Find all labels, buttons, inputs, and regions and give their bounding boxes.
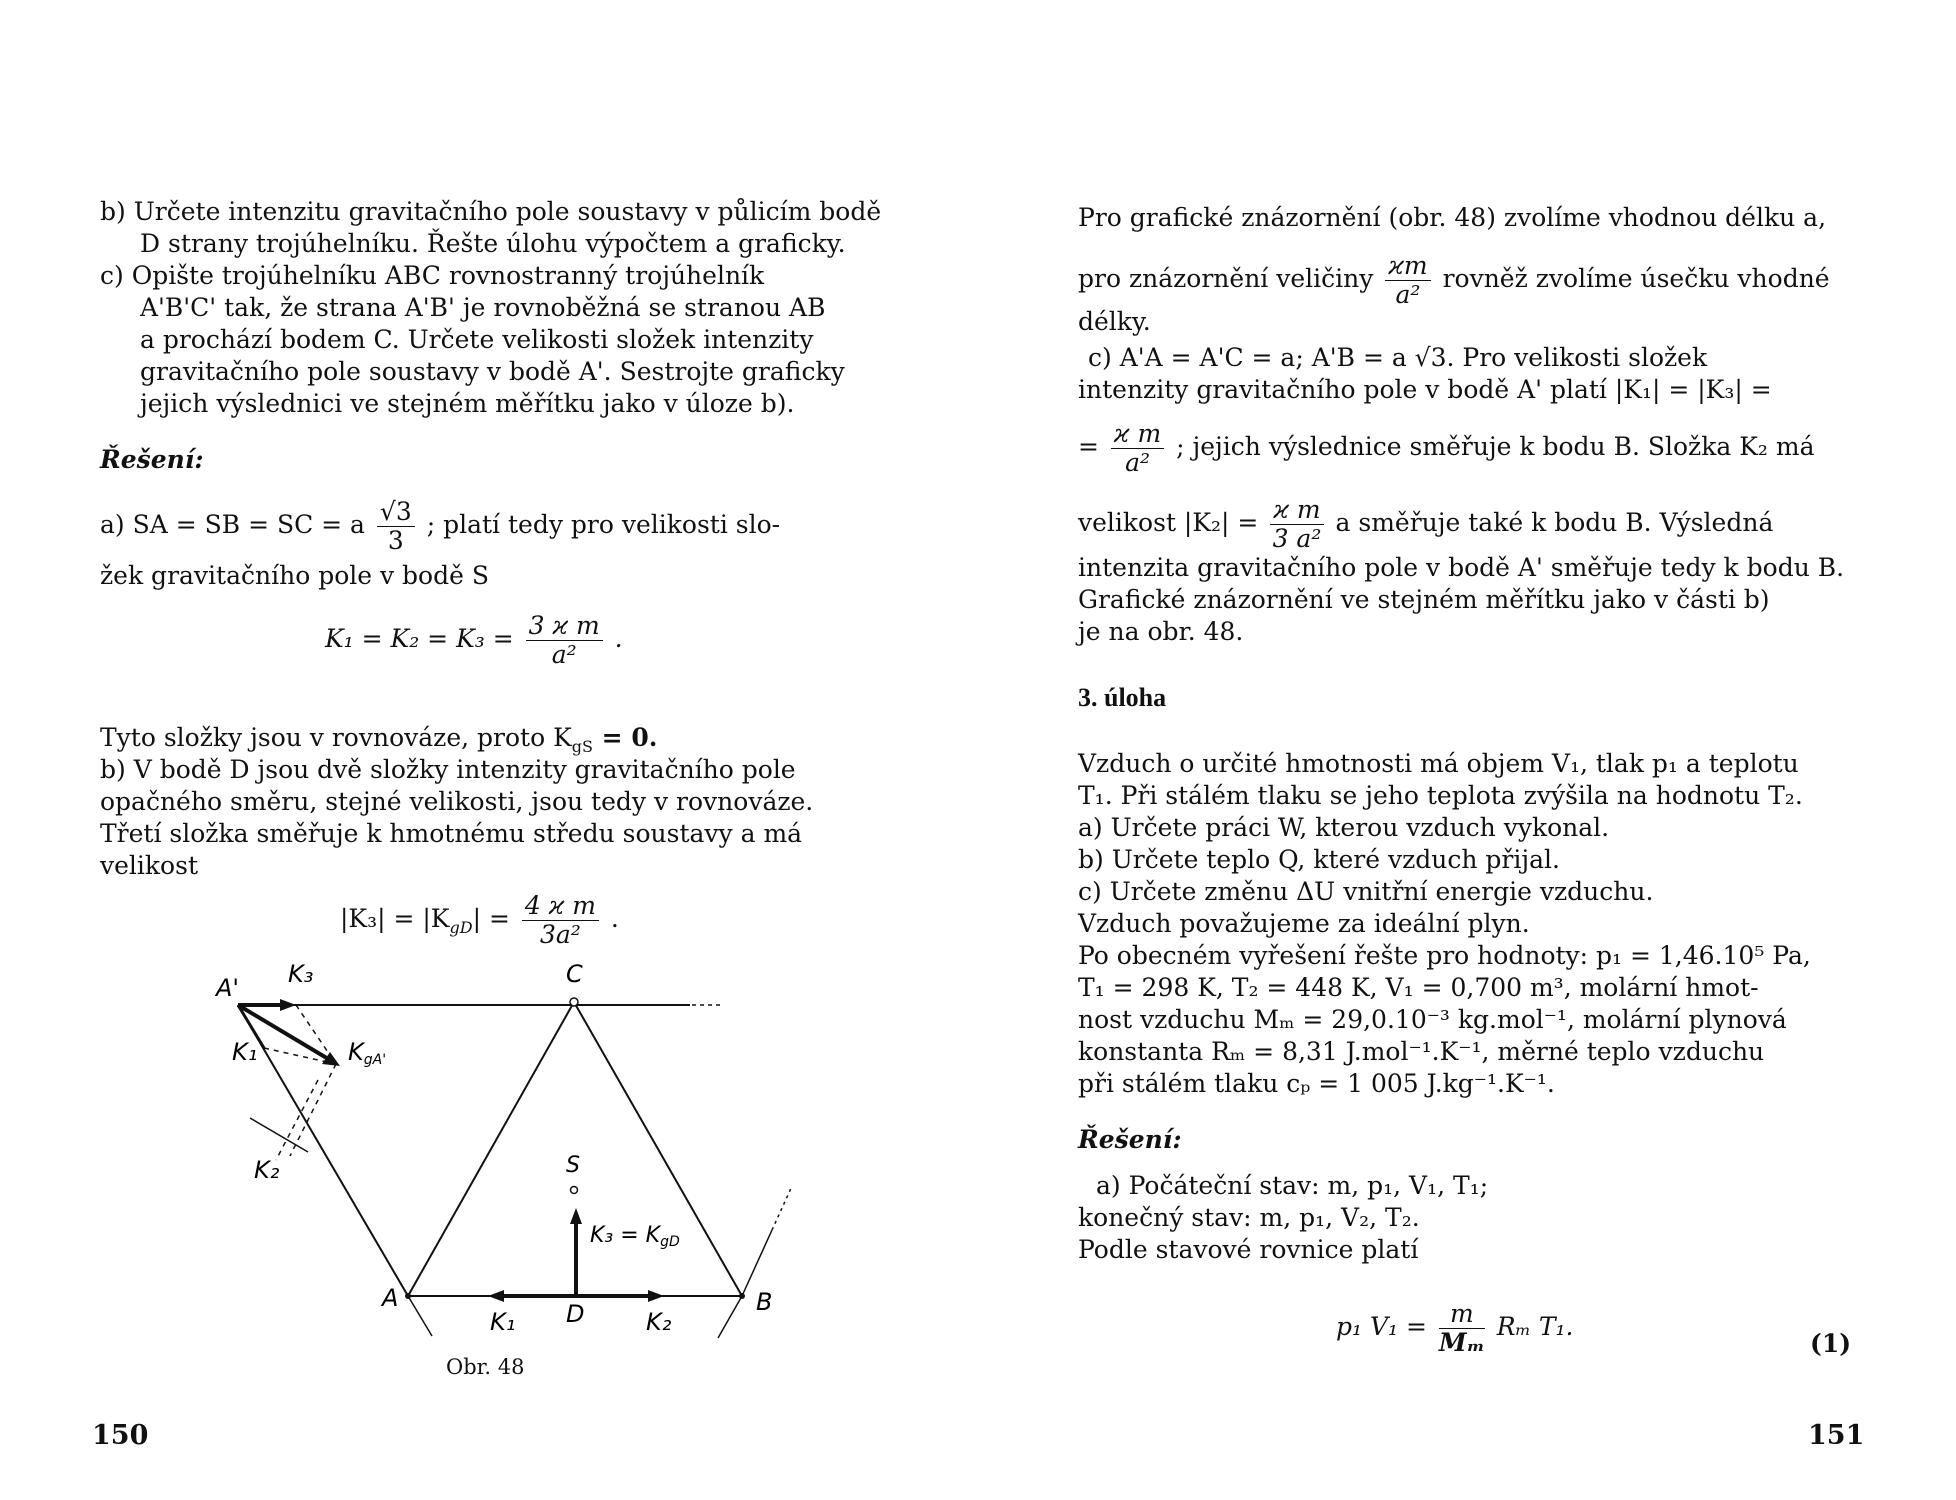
problem-c-line-5: jejich výslednici ve stejném měřítku jako v úloze b). (140, 389, 795, 418)
dash-3 (290, 1064, 336, 1156)
label-a-prime: A' (216, 974, 240, 1002)
eq2-num: 4 ϰ m (522, 892, 599, 921)
c-line4-a: velikost |K₂| = (1078, 508, 1259, 537)
label-k1-left: K₁ (232, 1038, 258, 1066)
label-k1-bottom: K₁ (490, 1308, 516, 1336)
state-eq-left: p₁ V₁ = (1336, 1312, 1427, 1341)
c-line4-fraction (1270, 496, 1323, 553)
c-rest-line-2: Grafické znázornění ve stejném měřítku jako v části b) (1078, 585, 1770, 614)
solution-b-line-2: opačného směru, stejné velikosti, jsou tedy v rovnováze. (100, 787, 814, 816)
solution-b-line-3: Třetí složka směřuje k hmotnému středu soustavy a má (100, 819, 803, 848)
task-line-4: b) Určete teplo Q, které vzduch přijal. (1078, 845, 1560, 874)
state-eq-num: m (1439, 1300, 1485, 1329)
sol-line-1: a) Počáteční stav: m, p₁, V₁, T₁; (1096, 1171, 1489, 1200)
ext-b-lower (718, 1296, 742, 1338)
c-line-3 (1078, 420, 1814, 477)
solution-label: Řešení: (100, 445, 204, 474)
arrow-k3-kgd (570, 1208, 582, 1224)
c-line4-den: 3 a² (1272, 524, 1322, 553)
side-cb (574, 1002, 742, 1296)
equation-tag: (1) (1810, 1329, 1852, 1358)
eq1-end: . (614, 624, 623, 653)
task-line-9: nost vzduchu Mₘ = 29,0.10⁻³ kg.mol⁻¹, molární plynová (1078, 1005, 1787, 1034)
sol-a-frac-den: 3 (387, 526, 404, 555)
equation-k3-kgd (340, 892, 619, 949)
label-kga-main: K (348, 1038, 364, 1066)
sol-line-2: konečný stav: m, p₁, V₂, T₂. (1078, 1203, 1420, 1232)
p1-fraction (1385, 252, 1430, 309)
eq2-fraction (522, 892, 599, 949)
c-line-4 (1078, 496, 1773, 553)
c-line4-b: a směřuje také k bodu B. Výsledná (1335, 508, 1774, 537)
dash-1 (296, 1005, 336, 1064)
problem-b-line-2: D strany trojúhelníku. Řešte úlohu výpočtem a graficky. (140, 229, 846, 258)
task-line-7: Po obecném vyřešení řešte pro hodnoty: p₁ = 1,46.10⁵ Pa, (1078, 941, 1811, 970)
ext-b-upper (742, 1230, 772, 1296)
p1-frac-den: a² (1395, 280, 1421, 309)
dash-4 (276, 1080, 318, 1160)
label-b: B (756, 1288, 773, 1316)
task-line-3: a) Určete práci W, kterou vzduch vykonal. (1078, 813, 1610, 842)
sol-a-suffix: ; platí tedy pro velikosti slo- (426, 510, 781, 539)
p1-line2-b: rovněž zvolíme úsečku vhodné (1442, 264, 1830, 293)
c-rest-line-3: je na obr. 48. (1078, 617, 1244, 646)
sol-a-fraction (377, 498, 415, 555)
eq2-mid: | = (472, 904, 510, 933)
equilibrium-sub: gS (571, 737, 593, 756)
label-k3-eq (590, 1223, 680, 1250)
eq1-left: K₁ = K₂ = K₃ = (325, 624, 514, 653)
eq1-num: 3 ϰ m (526, 612, 603, 641)
task-line-10: konstanta Rₘ = 8,31 J.mol⁻¹.K⁻¹, měrné teplo vzduchu (1078, 1037, 1765, 1066)
sol-a-prefix: a) SA = SB = SC = a (100, 510, 365, 539)
right-page (978, 0, 1956, 1500)
eq1-fraction (526, 612, 603, 669)
label-k3-top: K₃ (288, 960, 314, 988)
p1-line-3: délky. (1078, 307, 1151, 336)
label-k3-eq-sub: gD (660, 1234, 680, 1250)
page-number-left: 150 (92, 1420, 149, 1451)
solution-a-line-2: žek gravitačního pole v bodě S (100, 561, 489, 590)
right-solution-label: Řešení: (1078, 1125, 1182, 1154)
task-line-11: při stálém tlaku cₚ = 1 005 J.kg⁻¹.K⁻¹. (1078, 1069, 1555, 1098)
task-heading: 3. úloha (1078, 683, 1167, 712)
c-line3-a: = (1078, 432, 1099, 461)
label-k2-left: K₂ (254, 1156, 280, 1184)
c-line3-b: ; jejich výslednice směřuje k bodu B. Složka K₂ má (1176, 432, 1815, 461)
ext-b-dashed (772, 1186, 792, 1230)
equilibrium-end: = 0. (592, 723, 658, 752)
c-rest-line-1: intenzita gravitačního pole v bodě A' směřuje tedy k bodu B. (1078, 553, 1845, 582)
task-line-8: T₁ = 298 K, T₂ = 448 K, V₁ = 0,700 m³, molární hmot- (1078, 973, 1759, 1002)
eq2-end: . (610, 904, 619, 933)
eq1-den: a² (551, 640, 577, 669)
equilibrium-text: Tyto složky jsou v rovnováze, proto K (100, 723, 572, 752)
equation-k1-k2-k3 (325, 612, 623, 669)
point-a (405, 1293, 411, 1299)
solution-b-line-4: velikost (100, 851, 198, 880)
figure-caption: Obr. 48 (446, 1355, 525, 1379)
eq2-sub: gD (449, 918, 473, 937)
eq2-den: 3a² (539, 920, 581, 949)
problem-c-line-1: c) Opište trojúhelníku ABC rovnostranný trojúhelník (100, 261, 765, 290)
point-b (739, 1293, 745, 1299)
state-eq-fraction (1439, 1300, 1485, 1357)
p1-line-1: Pro grafické znázornění (obr. 48) zvolíme vhodnou délku a, (1078, 203, 1827, 232)
task-line-2: T₁. Při stálém tlaku se jeho teplota zvýšila na hodnotu T₂. (1078, 781, 1803, 810)
label-s: S (566, 1153, 580, 1178)
solution-b-line-1: b) V bodě D jsou dvě složky intenzity gravitačního pole (100, 755, 796, 784)
p1-frac-num: ϰm (1385, 252, 1430, 281)
label-c: C (566, 960, 583, 988)
label-a: A (382, 1284, 399, 1312)
arrow-k3-top (280, 999, 296, 1011)
k2-segment (250, 1118, 308, 1152)
label-k2-bottom: K₂ (646, 1308, 672, 1336)
c-line-1: c) A'A = A'C = a; A'B = a √3. Pro velikosti složek (1088, 343, 1708, 372)
problem-b-line-1: b) Určete intenzitu gravitačního pole soustavy v půlicím bodě (100, 197, 882, 226)
point-c (570, 998, 578, 1006)
c-line3-den: a² (1125, 448, 1150, 477)
p1-line2-a: pro znázornění veličiny (1078, 264, 1374, 293)
side-ac (408, 1002, 574, 1296)
eq2-left: |K₃| = |K (340, 904, 450, 933)
problem-c-line-2: A'B'C' tak, že strana A'B' je rovnoběžná se stranou AB (140, 293, 826, 322)
task-line-6: Vzduch považujeme za ideální plyn. (1078, 909, 1530, 938)
line-a-prime-a (238, 1005, 408, 1296)
state-eq-den: Mₘ (1438, 1328, 1485, 1357)
c-line3-num: ϰ m (1111, 420, 1164, 449)
task-line-5: c) Určete změnu ΔU vnitřní energie vzduchu. (1078, 877, 1654, 906)
c-line4-num: ϰ m (1270, 496, 1323, 525)
c-line-2: intenzity gravitačního pole v bodě A' platí |K₁| = |K₃| = (1078, 375, 1772, 404)
label-d: D (566, 1300, 585, 1328)
sol-a-frac-num: √3 (377, 498, 415, 527)
problem-c-line-4: gravitačního pole soustavy v bodě A'. Sestrojte graficky (140, 357, 845, 386)
solution-a-line-1 (100, 498, 780, 555)
arrow-k2-bottom (648, 1290, 664, 1302)
point-s (571, 1187, 578, 1194)
p1-line-2 (1078, 252, 1830, 309)
figure-48 (0, 960, 978, 1380)
arrow-k1-bottom (488, 1290, 504, 1302)
sol-line-3: Podle stavové rovnice platí (1078, 1235, 1419, 1264)
problem-c-line-3: a prochází bodem C. Určete velikosti složek intenzity (140, 325, 814, 354)
c-line3-fraction (1111, 420, 1164, 477)
state-eq-right: Rₘ T₁. (1496, 1312, 1574, 1341)
state-equation (1336, 1300, 1574, 1357)
label-kga-sub: gA' (363, 1052, 387, 1068)
page-number-right: 151 (1808, 1420, 1865, 1451)
task-line-1: Vzduch o určité hmotnosti má objem V₁, tlak p₁ a teplotu (1078, 749, 1799, 778)
label-kga (348, 1038, 386, 1068)
label-k3-eq-main: K₃ = K (590, 1223, 661, 1248)
ext-a (408, 1296, 432, 1336)
